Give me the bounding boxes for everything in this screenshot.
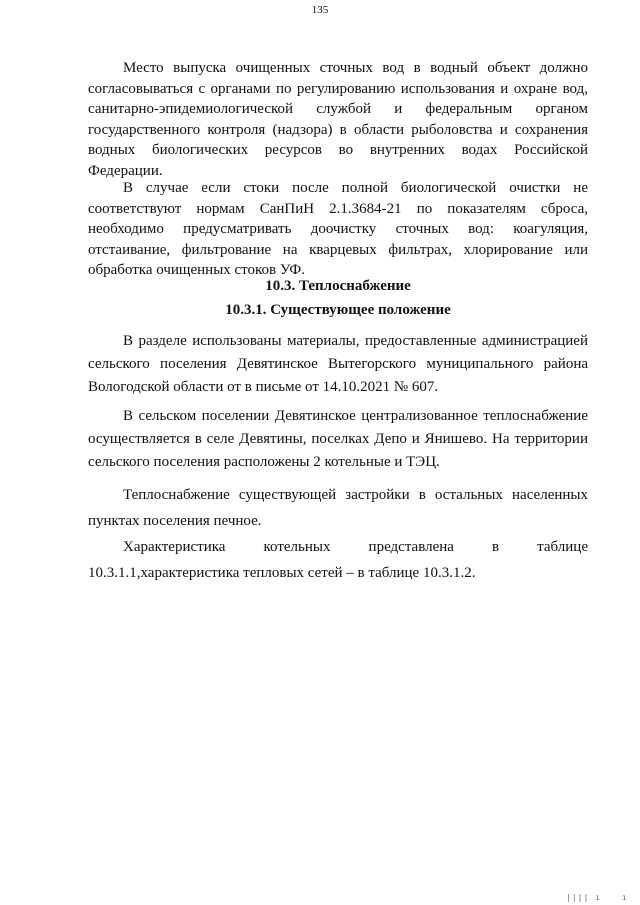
paragraph-stove-heating: Теплоснабжение существующей застройки в остальных населенных пунктах поселения печное. <box>88 487 588 529</box>
section-heading-heat-supply: 10.3. Теплоснабжение <box>265 278 411 294</box>
paragraph-wastewater-discharge: Место выпуска очищенных сточных вод в водный объект должно согласовываться с органами по регулированию использования и охране вод, санитарно-эпидемиологической службой и федеральным органом государственного контроля (надзора) в области рыболовства и сохранения водных биологических ресурсов во внутренних водах Российской Федерации. <box>88 60 588 179</box>
paragraph-centralized-heating: В сельском поселении Девятинское централизованное теплоснабжение осуществляется в селе Девятины, поселках Депо и Янишево. На территории сельского поселения расположены 2 котельные и ТЭЦ. <box>88 408 588 470</box>
paragraph-table-references: Характеристика котельных представлена в таблице 10.3.1.1,характеристика тепловых сетей – в таблице 10.3.1.2. <box>88 539 588 581</box>
scan-artifact-tick-icon: ı <box>622 893 628 902</box>
paragraph-sanpin-requirements: В случае если стоки после полной биологической очистки не соответствуют нормам СанПиН 2.1.3684-21 по показателям сброса, необходимо предусматривать доочистку сточных вод: коагуляция, отстаивание, фильтрование на кварцевых фильтрах, хлорирование или обработка очищенных стоков УФ. <box>88 180 588 278</box>
page-number: 135 <box>311 4 329 16</box>
scan-artifact-icon: |||| ı <box>566 893 601 902</box>
paragraph-sources: В разделе использованы материалы, предоставленные администрацией сельского поселения Девятинское Вытегорского муниципального района Вологодской области от в письме от 14.10.2021 № 607. <box>88 333 588 395</box>
subsection-heading-current-state: 10.3.1. Существующее положение <box>225 302 451 318</box>
